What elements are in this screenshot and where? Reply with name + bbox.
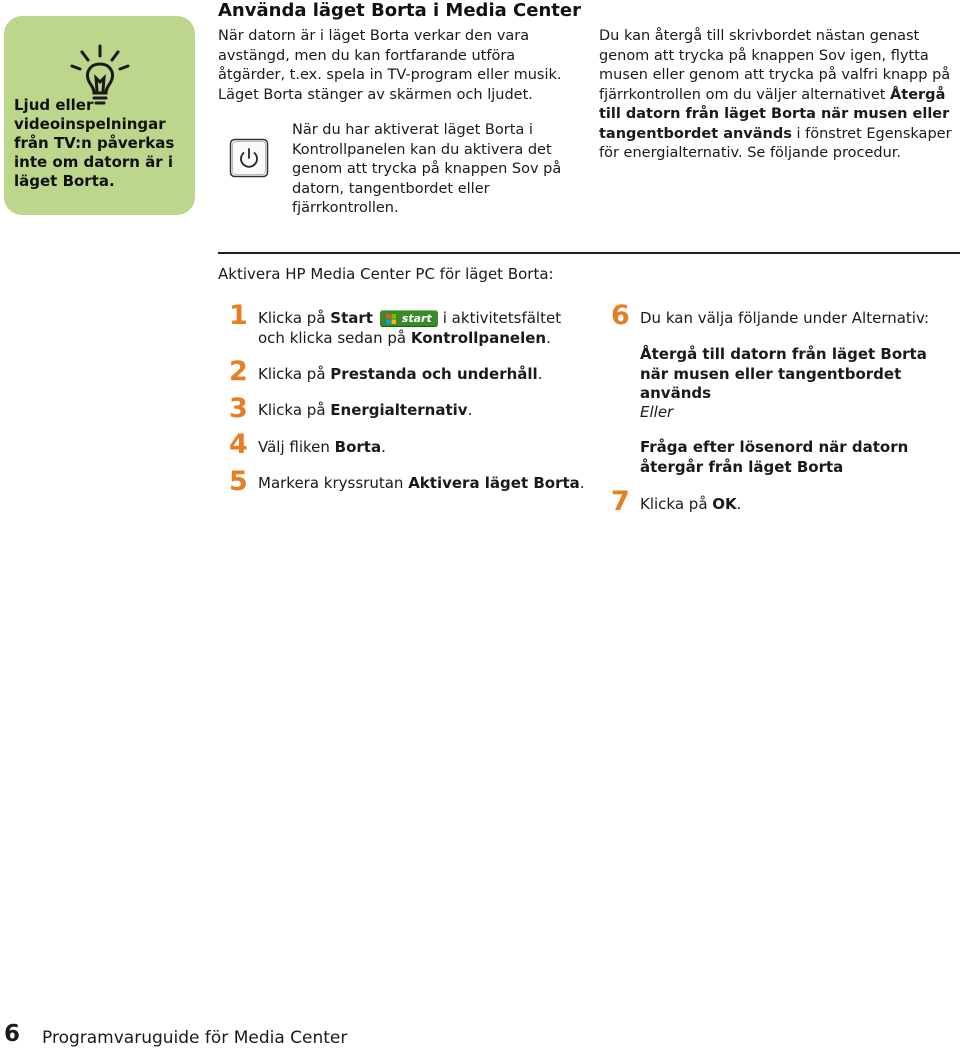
option-ask-password: Fråga efter lösenord när datorn återgår från läget Borta (640, 438, 909, 476)
step-6: Du kan välja följande under Alternativ: (640, 309, 930, 327)
tip-box (4, 16, 195, 215)
procedure-lead: Aktivera HP Media Center PC för läget Borta: (218, 265, 554, 283)
step-number: 2 (229, 356, 248, 387)
page-number: 6 (4, 1021, 21, 1047)
step-number: 3 (229, 393, 248, 424)
section-heading: Använda läget Borta i Media Center (218, 0, 581, 21)
step-2: Klicka på Prestanda och underhåll. (258, 365, 543, 383)
option-or: Eller (640, 403, 674, 421)
step-number: 6 (611, 300, 630, 331)
tip-text: Ljud eller videoinspelningar från TV:n påverkas inte om datorn är i läget Borta. (14, 96, 175, 190)
power-button-icon (229, 138, 269, 178)
step-1: Klicka på Start start i aktivitetsfältet och klicka sedan på Kontrollpanelen. (258, 309, 562, 347)
step-5: Markera kryssrutan Aktivera läget Borta. (258, 474, 585, 492)
step-7: Klicka på OK. (640, 495, 742, 513)
intro-paragraph: När datorn är i läget Borta verkar den vara avstängd, men du kan fortfarande utföra åtgärder, t.ex. spela in TV-program eller musik. Läget Borta stänger av skärmen och ljudet. (218, 28, 562, 103)
step-4: Välj fliken Borta. (258, 438, 386, 456)
step-number: 1 (229, 300, 248, 331)
step-number: 4 (229, 429, 248, 460)
option-return-on-input: Återgå till datorn från läget Borta när musen eller tangentbordet används (640, 345, 927, 402)
step-3: Klicka på Energialternativ. (258, 401, 473, 419)
step-number: 7 (611, 486, 630, 517)
divider (218, 252, 960, 254)
start-button-image: start (380, 310, 438, 327)
return-paragraph: Du kan återgå till skrivbordet nästan genast genom att trycka på knappen Sov igen, flytta musen eller genom att trycka på valfri knapp på fjärrkontrollen om du väljer alternativet Återgå till datorn från läget Borta när musen eller tangentbordet används i fönstret Egenskaper för energialternativ. Se följande procedur. (599, 28, 952, 161)
windows-flag-icon (386, 314, 396, 324)
step-number: 5 (229, 466, 248, 497)
footer-title: Programvaruguide för Media Center (42, 1028, 348, 1048)
sleep-note: När du har aktiverat läget Borta i Kontrollpanelen kan du aktivera det genom att trycka på knappen Sov på datorn, tangentbordet eller fjärrkontrollen. (292, 122, 562, 216)
